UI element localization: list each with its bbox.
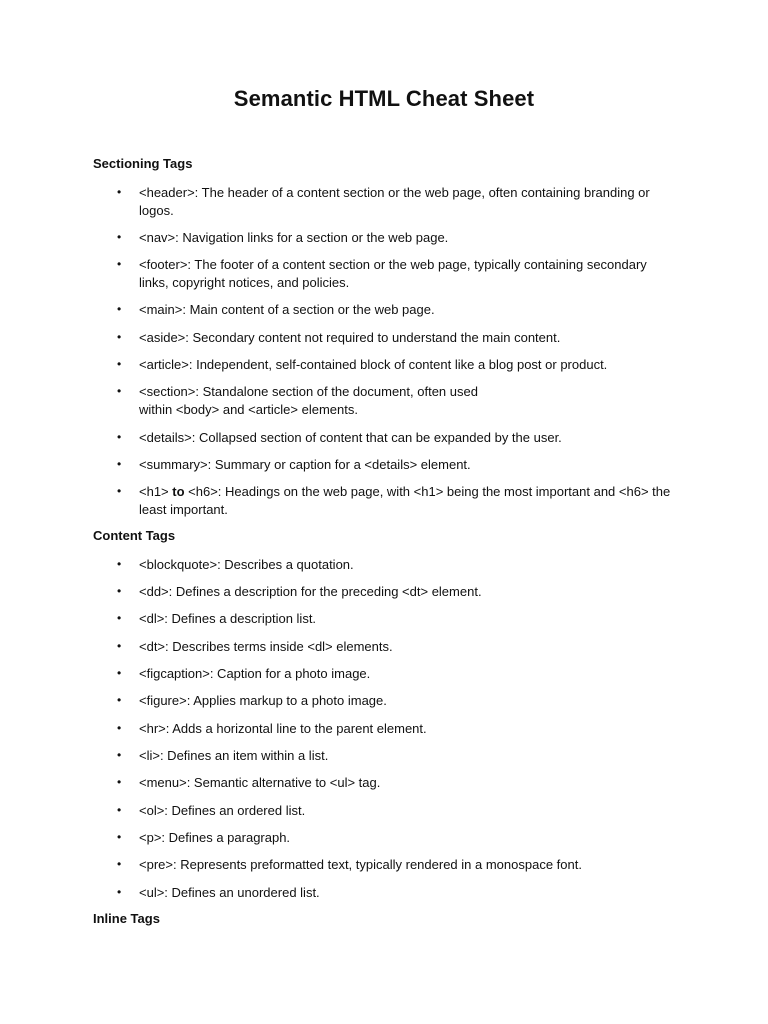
list-item-text: <footer>: The footer of a content section or the web page, typically containing secondary links, copyright notices, and policies.: [139, 257, 647, 290]
list-item-text: <figcaption>: Caption for a photo image.: [139, 666, 371, 681]
section-heading: Inline Tags: [93, 911, 160, 926]
list-item-text: <hr>: Adds a horizontal line to the parent element.: [139, 721, 427, 736]
list-item-text: <dt>: Describes terms inside <dl> elements.: [139, 639, 393, 654]
bullet-icon: •: [117, 484, 122, 498]
bullet-icon: •: [117, 775, 122, 789]
list-item-text: <ul>: Defines an unordered list.: [139, 885, 320, 900]
list-item-text: <figure>: Applies markup to a photo image.: [139, 693, 387, 708]
bullet-icon: •: [117, 611, 122, 625]
list-item-text: <main>: Main content of a section or the web page.: [139, 302, 435, 317]
bullet-icon: •: [117, 384, 122, 398]
bullet-icon: •: [117, 803, 122, 817]
bullet-icon: •: [117, 857, 122, 871]
bullet-icon: •: [117, 330, 122, 344]
list-item-text: <header>: The header of a content section or the web page, often containing branding or logos.: [139, 185, 650, 218]
list-item-text: <pre>: Represents preformatted text, typically rendered in a monospace font.: [139, 857, 582, 872]
bullet-icon: •: [117, 185, 122, 199]
section-heading: Content Tags: [93, 528, 176, 543]
list-item-text: <li>: Defines an item within a list.: [139, 748, 329, 763]
list-item-text: <h1> to <h6>: Headings on the web page, with <h1> being the most important and <h6> the least important.: [139, 484, 671, 517]
bullet-icon: •: [117, 257, 122, 271]
bullet-icon: •: [117, 457, 122, 471]
bullet-icon: •: [117, 721, 122, 735]
list-item-text: <dl>: Defines a description list.: [139, 611, 317, 626]
list-item-text: <menu>: Semantic alternative to <ul> tag.: [139, 775, 381, 790]
section-heading: Sectioning Tags: [93, 156, 193, 171]
list-item-text: <details>: Collapsed section of content that can be expanded by the user.: [139, 430, 562, 445]
list-item-text: <section>: Standalone section of the document, often used within <body> and <article> elements.: [139, 384, 478, 417]
bullet-icon: •: [117, 230, 122, 244]
list-item-text: <nav>: Navigation links for a section or the web page.: [139, 230, 449, 245]
bullet-icon: •: [117, 748, 122, 762]
list-item-text: <summary>: Summary or caption for a <details> element.: [139, 457, 471, 472]
bullet-icon: •: [117, 357, 122, 371]
bullet-icon: •: [117, 830, 122, 844]
bullet-icon: •: [117, 666, 122, 680]
bullet-icon: •: [117, 639, 122, 653]
list-item-text: <ol>: Defines an ordered list.: [139, 803, 306, 818]
bullet-icon: •: [117, 584, 122, 598]
list-item-text: <blockquote>: Describes a quotation.: [139, 557, 354, 572]
list-item-text: <aside>: Secondary content not required to understand the main content.: [139, 330, 561, 345]
bullet-icon: •: [117, 885, 122, 899]
list-item-text: <dd>: Defines a description for the preceding <dt> element.: [139, 584, 482, 599]
bullet-icon: •: [117, 693, 122, 707]
bullet-icon: •: [117, 302, 122, 316]
list-item-text: <article>: Independent, self-contained block of content like a blog post or product.: [139, 357, 608, 372]
bullet-icon: •: [117, 430, 122, 444]
page-title: Semantic HTML Cheat Sheet: [233, 86, 535, 111]
bullet-icon: •: [117, 557, 122, 571]
bold-word: to: [172, 484, 185, 499]
list-item-text: <p>: Defines a paragraph.: [139, 830, 291, 845]
